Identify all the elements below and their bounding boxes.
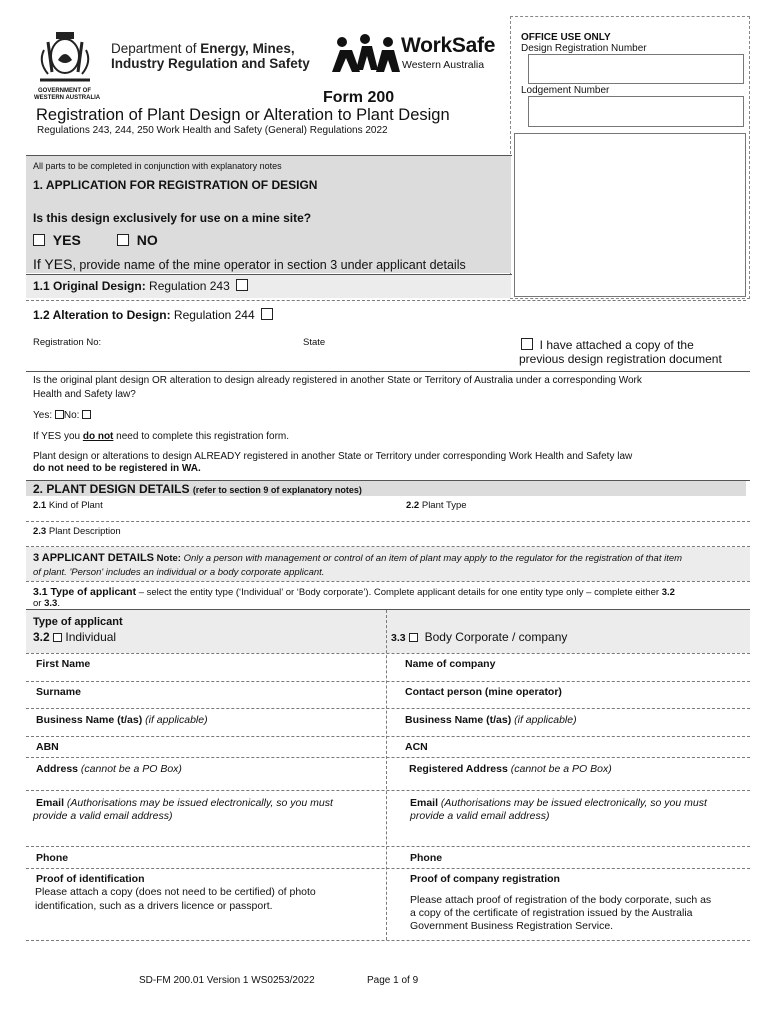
attached-copy-option[interactable] (521, 338, 694, 352)
phone-label-right: Phone (410, 852, 443, 864)
department-name-line2: Industry Regulation and Safety (111, 56, 310, 71)
mine-operator-instruction-rest: , provide name of the mine operator in section 3 under applicant details (72, 258, 466, 272)
design-registration-number-field[interactable] (528, 54, 744, 84)
email-right-note1: (Authorisations may be issued electronically, so you must (438, 797, 707, 809)
if-yes-you: If YES you (33, 431, 83, 442)
mine-operator-instruction (33, 256, 466, 272)
type-of-applicant-instruction (33, 586, 675, 598)
email-left-note2: provide a valid email address) (33, 810, 173, 822)
registered-address-bold: Registered Address (409, 763, 508, 775)
proof-identification-text2: identification, such as a drivers licence or passport. (35, 900, 273, 912)
already-registered-line1: Plant design or alterations to design ALREADY registered in another State or Territory under corresponding Work Health and Safety law (33, 451, 633, 462)
desc-num: 2.3 (33, 526, 47, 537)
kind-of-plant-field[interactable] (30, 510, 390, 520)
mine-site-no-checkbox[interactable] (117, 234, 129, 246)
department-prefix: Department of (111, 41, 201, 56)
phone-label-left: Phone (36, 852, 69, 864)
type-num: 2.2 (406, 500, 420, 511)
mine-site-no-option[interactable] (117, 232, 158, 248)
document-code: SD-FM 200.01 Version 1 WS0253/2022 (139, 975, 315, 986)
type-of-applicant-rest: – select the entity type (‘Individual’ or ‘Body corporate’). Complete applicant details for one entity type only – complete either (136, 587, 662, 598)
surname-label: Surname (36, 686, 81, 698)
corporate-num: 3.3 (391, 632, 406, 644)
section1-heading: 1. APPLICATION FOR REGISTRATION OF DESIGN (33, 178, 318, 192)
registered-address-note: (cannot be a PO Box) (507, 763, 612, 775)
design-registration-number-label: Design Registration Number (521, 43, 647, 54)
department-name-line1 (111, 41, 295, 56)
other-state-question-line2: Health and Safety law? (33, 389, 136, 400)
email-left-note1: (Authorisations may be issued electronically, so you must (64, 797, 333, 809)
first-name-label: First Name (36, 658, 91, 670)
mine-site-question: Is this design exclusively for use on a mine site? (33, 211, 312, 225)
abn-label: ABN (36, 741, 59, 753)
worksafe-figures-icon (330, 34, 400, 74)
contact-person-label: Contact person (mine operator) (405, 686, 562, 698)
section2-title: 2. PLANT DESIGN DETAILS (33, 482, 190, 496)
yes-label: YES (52, 232, 81, 248)
office-use-only-title: OFFICE USE ONLY (521, 32, 611, 43)
proof-identification-label: Proof of identification (36, 873, 145, 885)
section3-note-line2: of plant. 'Person' includes an individual or a body corporate applicant. (33, 567, 325, 578)
already-registered-line2: do not need to be registered in WA. (33, 463, 201, 474)
address-label (36, 763, 182, 775)
page-number: Page 1 of 9 (367, 975, 419, 986)
regulations-subtitle: Regulations 243, 244, 250 Work Health and Safety (General) Regulations 2022 (37, 125, 388, 136)
other-state-no-label: No: (63, 410, 83, 421)
no-label: NO (136, 232, 158, 248)
section3-title: 3 APPLICANT DETAILS (33, 552, 155, 564)
other-state-no-checkbox[interactable] (82, 410, 91, 419)
other-state-question-line1: Is the original plant design OR alteration to design already registered in another State or Territory of Australia under a corresponding Work (33, 375, 642, 386)
type-either-ref: 3.2 (661, 587, 675, 598)
wa-government-crest-logo (34, 30, 96, 88)
section3-note-label: Note: (154, 553, 184, 564)
corporate-label: Body Corporate / company (424, 630, 568, 644)
section2-note: (refer to section 9 of explanatory notes) (192, 485, 362, 495)
plant-type-field[interactable] (404, 510, 744, 520)
plant-description-label (33, 526, 121, 537)
body-corporate-option[interactable] (391, 630, 567, 644)
attached-copy-checkbox[interactable] (521, 338, 533, 350)
type-line2-ref: 3.3 (44, 598, 58, 609)
lodgement-number-field[interactable] (528, 96, 744, 127)
alteration-design-label: 1.2 Alteration to Design: (33, 308, 171, 322)
type-label-text: Plant Type (419, 500, 467, 511)
business-name-label-right (405, 714, 577, 726)
type-line2-end: . (57, 598, 60, 609)
section3-note-text1: Only a person with management or control of an item of plant may apply to the regulator for the registration of that item (183, 553, 683, 564)
original-design-label: 1.1 Original Design: (33, 279, 146, 293)
mine-site-yes-checkbox[interactable] (33, 234, 45, 246)
proof-company-text1: Please attach proof of registration of the body corporate, such as (410, 894, 712, 906)
alteration-design-option[interactable] (33, 308, 273, 322)
original-design-option[interactable] (33, 279, 248, 293)
kind-label-text: Kind of Plant (46, 500, 103, 511)
if-yes-text: If YES (33, 256, 73, 272)
government-of-label: GOVERNMENT OF (38, 88, 92, 94)
address-bold: Address (36, 763, 79, 775)
type-line2-pre: or (33, 598, 45, 609)
kind-num: 2.1 (33, 500, 47, 511)
explanatory-notes-intro: All parts to be completed in conjunction with explanatory notes (33, 161, 282, 171)
form-title: Registration of Plant Design or Alteration to Plant Design (36, 106, 450, 124)
need-complete-rest: need to complete this registration form. (113, 431, 290, 442)
state-label: State (303, 337, 326, 348)
worksafe-brand-sub: Western Australia (402, 59, 485, 71)
do-not-emphasis: do not (82, 431, 114, 442)
original-design-checkbox[interactable] (236, 279, 248, 291)
section2-heading (33, 482, 362, 496)
no-need-complete-text (33, 431, 289, 442)
other-state-yes-no[interactable] (33, 410, 91, 421)
business-name-left-bold: Business Name (t/as) (36, 714, 143, 726)
proof-company-text3: Government Business Registration Service. (410, 920, 614, 932)
email-right-note2: provide a valid email address) (410, 810, 550, 822)
original-design-regulation: Regulation 243 (145, 279, 230, 293)
registration-no-label: Registration No: (33, 337, 102, 348)
individual-option[interactable] (33, 630, 116, 644)
form-number: Form 200 (323, 89, 395, 106)
individual-checkbox[interactable] (53, 633, 62, 642)
proof-company-text2: a copy of the certificate of registration issued by the Australia (410, 907, 693, 919)
address-note: (cannot be a PO Box) (78, 763, 182, 775)
desc-label-text: Plant Description (46, 526, 121, 537)
type-of-applicant-label: Type of applicant (33, 616, 123, 628)
proof-company-label: Proof of company registration (410, 873, 560, 885)
lodgement-number-label: Lodgement Number (521, 85, 610, 96)
western-australia-label: WESTERN AUSTRALIA (34, 95, 101, 101)
attached-copy-line2: previous design registration document (519, 352, 722, 366)
worksafe-brand-name: WorkSafe (401, 34, 496, 57)
alteration-design-checkbox[interactable] (261, 308, 273, 320)
other-state-yes-checkbox[interactable] (55, 410, 64, 419)
department-bold: Energy, Mines, (200, 41, 295, 56)
other-state-yes-label: Yes: (33, 410, 55, 421)
attached-copy-line1: I have attached a copy of the (539, 338, 694, 352)
business-name-right-note: (if applicable) (511, 714, 577, 726)
business-name-right-bold: Business Name (t/as) (405, 714, 512, 726)
business-name-left-note: (if applicable) (142, 714, 208, 726)
type-of-applicant-instruction-line2 (33, 598, 60, 609)
company-name-label: Name of company (405, 658, 496, 670)
email-left-bold: Email (36, 797, 65, 809)
email-label-left (36, 797, 333, 809)
section3-heading-line1 (33, 552, 682, 564)
individual-num: 3.2 (33, 630, 50, 644)
body-corporate-checkbox[interactable] (409, 633, 418, 642)
alteration-design-regulation: Regulation 244 (170, 308, 255, 322)
acn-label: ACN (405, 741, 428, 753)
type-of-applicant-bold: 3.1 Type of applicant (33, 586, 137, 598)
plant-description-field[interactable] (30, 537, 744, 544)
registered-address-label (409, 763, 612, 775)
proof-identification-text1: Please attach a copy (does not need to be certified) of photo (35, 886, 316, 898)
office-stamp-area (514, 133, 746, 297)
email-right-bold: Email (410, 797, 439, 809)
mine-site-yes-option[interactable] (33, 232, 81, 248)
individual-label: Individual (65, 630, 117, 644)
email-label-right (410, 797, 707, 809)
business-name-label-left (36, 714, 208, 726)
